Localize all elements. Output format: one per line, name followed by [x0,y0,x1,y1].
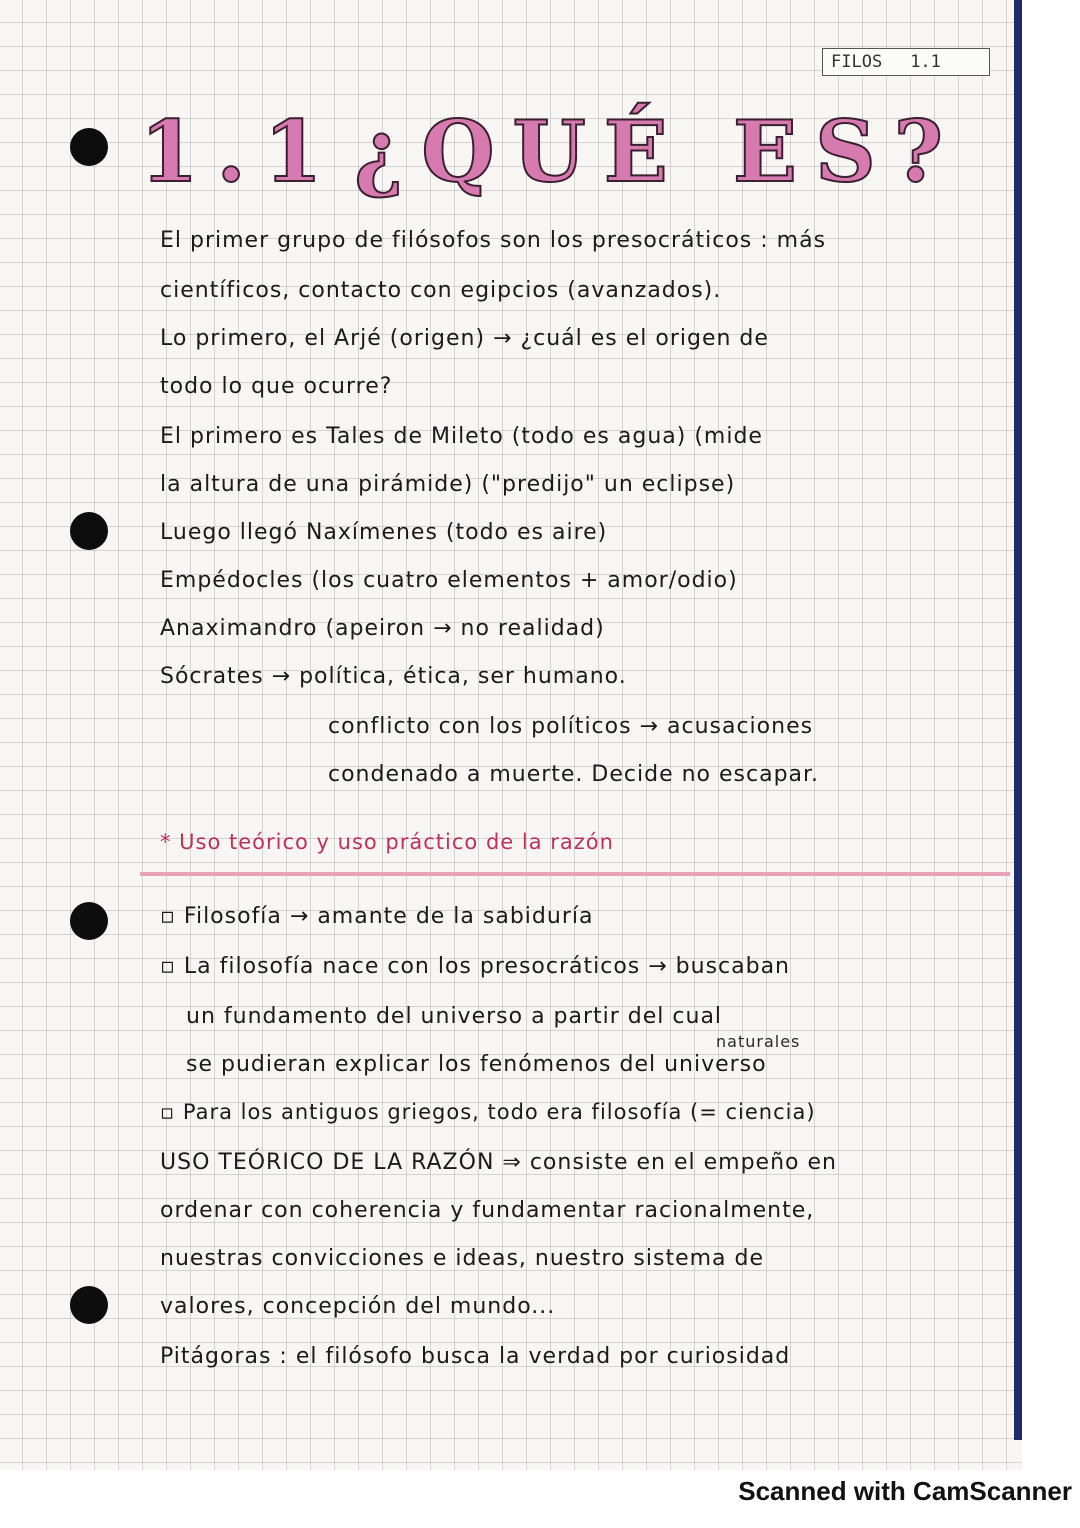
note-line: se pudieran explicar los fenómenos del universo [186,1052,767,1077]
note-line: valores, concepción del mundo... [160,1294,556,1319]
page-edge-line [1014,0,1022,1440]
subject-label: FILOS [831,52,883,72]
section-divider [140,872,1010,876]
note-line: Anaximandro (apeiron → no realidad) [160,616,605,641]
note-line: Empédocles (los cuatro elementos + amor/odio) [160,568,738,593]
note-line: Lo primero, el Arjé (origen) → ¿cuál es el origen de [160,326,769,351]
inserted-note: naturales [716,1032,801,1051]
binder-hole [70,902,108,940]
note-line: Sócrates → política, ética, ser humano. [160,664,627,689]
page-title [140,101,961,201]
note-line: conflicto con los políticos → acusaciones [328,714,814,739]
section-heading: * Uso teórico y uso práctico de la razón [160,830,614,854]
note-line: científicos, contacto con egipcios (avanzados). [160,278,722,303]
scanner-watermark: Scanned with CamScanner [738,1476,1072,1506]
note-line: El primero es Tales de Mileto (todo es agua) (mide [160,424,763,449]
note-line: ▫ La filosofía nace con los presocráticos → buscaban [160,954,791,979]
note-line: ▫ Para los antiguos griegos, todo era filosofía (= ciencia) [160,1100,816,1124]
note-line: El primer grupo de filósofos son los presocráticos : más [160,228,827,253]
title-number: 1.1 [140,101,341,201]
note-line: Luego llegó Naxímenes (todo es aire) [160,520,608,545]
note-line: nuestras convicciones e ideas, nuestro sistema de [160,1246,765,1271]
section-number: 1.1 [910,52,941,72]
scanner-footer [0,1470,1080,1528]
note-line: ▫ Filosofía → amante de la sabiduría [160,904,594,929]
note-line: USO TEÓRICO DE LA RAZÓN ⇒ consiste en el empeño en [160,1150,837,1175]
binder-hole [70,128,108,166]
page-header-tag [822,48,990,76]
note-line: ordenar con coherencia y fundamentar racionalmente, [160,1198,815,1223]
note-line: todo lo que ocurre? [160,374,393,399]
binder-hole [70,512,108,550]
title-text: ¿QUÉ ES? [354,101,961,201]
note-line: un fundamento del universo a partir del cual [186,1004,723,1029]
note-line: Pitágoras : el filósofo busca la verdad por curiosidad [160,1344,791,1369]
binder-hole [70,1286,108,1324]
note-line: condenado a muerte. Decide no escapar. [328,762,820,787]
note-line: la altura de una pirámide) ("predijo" un eclipse) [160,472,736,497]
page-margin [1022,0,1080,1528]
